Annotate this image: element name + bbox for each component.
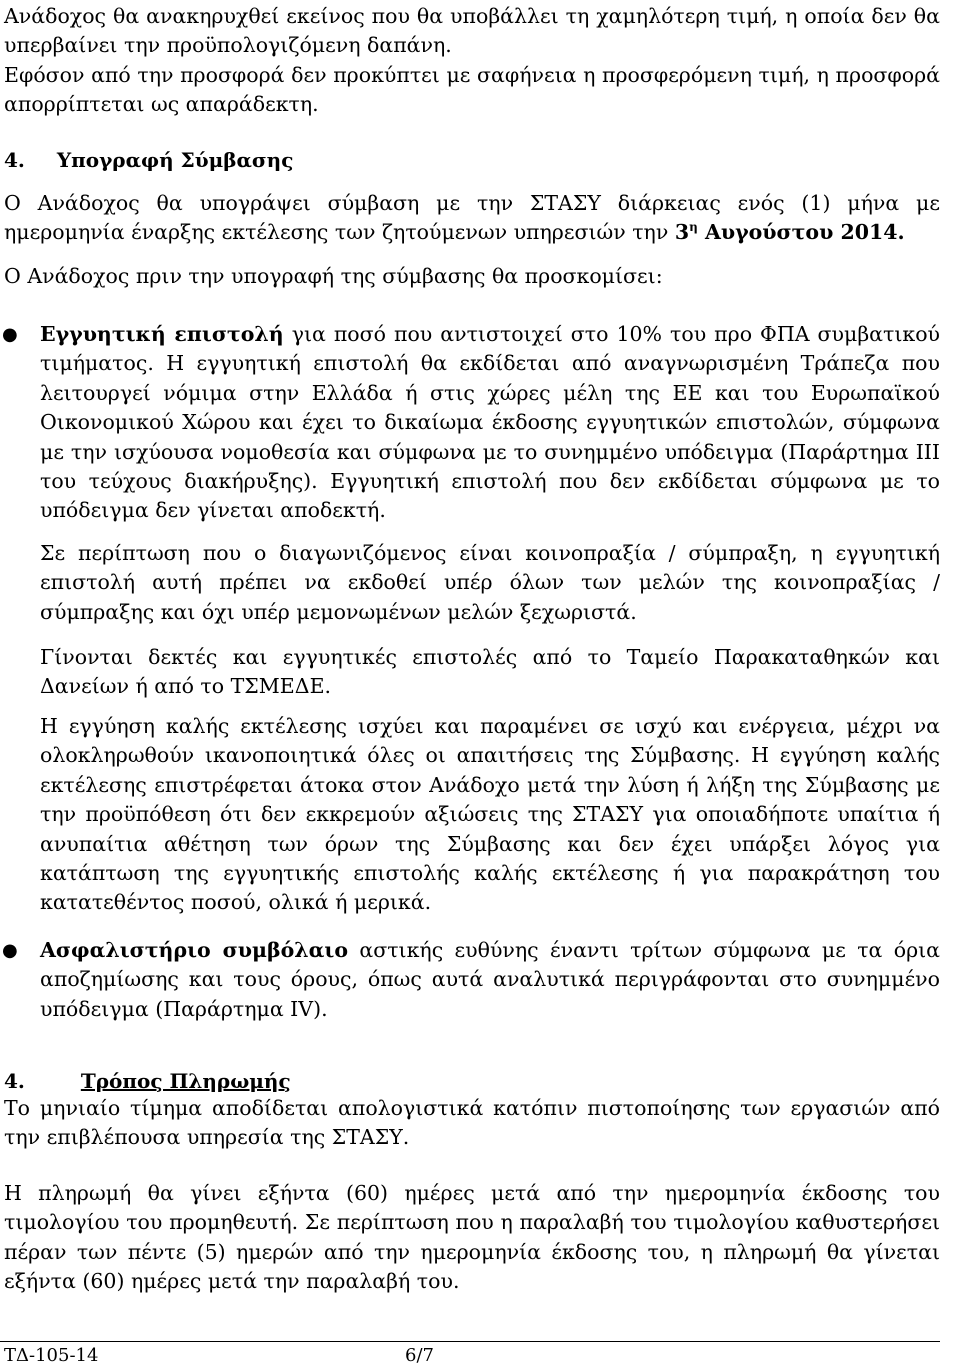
bullet-marker: ● [2, 940, 18, 961]
footer-divider [0, 1341, 940, 1342]
document-code: ΤΔ-105-14 [4, 1345, 99, 1366]
insurance-term: Ασφαλιστήριο συμβόλαιο [40, 938, 349, 962]
award-paragraph: Ανάδοχος θα ανακηρυχθεί εκείνος που θα υποβάλλει τη χαμηλότερη τιμή, η οποία δεν θα υπερβαίνει την προϋπολογιζόμενη δαπάνη. [4, 4, 940, 58]
guarantee-term: Εγγυητική επιστολή [40, 322, 284, 346]
accepted-guarantees-paragraph: Γίνονται δεκτές και εγγυητικές επιστολές από το Ταμείο Παρακαταθηκών και Δανείων ή από το ΤΣΜΕΔΕ. [40, 645, 940, 699]
rejection-paragraph: Εφόσον από την προσφορά δεν προκύπτει με σαφήνεια η προσφερόμενη τιμή, η προσφορά απορρίπτεται ως απαράδεκτη. [4, 63, 940, 117]
start-date: $3^\eta$ Αυγούστου 2014. [674, 220, 905, 245]
insurance-item [40, 936, 940, 1024]
contract-paragraph [4, 189, 940, 248]
joint-venture-paragraph: Σε περίπτωση που ο διαγωνιζόμενος είναι κοινοπραξία / σύμπραξη, η εγγυητική επιστολή αυτή πρέπει να εκδοθεί υπέρ όλων των μελών της κοινοπραξίας / σύμπραξης και όχι υπέρ μεμονωμένων μελών ξεχωριστά. [40, 541, 940, 624]
section-heading-contract [4, 145, 293, 175]
page-number: 6/7 [405, 1345, 434, 1366]
section-title: Υπογραφή Σύμβασης [56, 148, 294, 172]
bullet-marker: ● [2, 324, 18, 345]
section-title: Τρόπος Πληρωμής [80, 1069, 291, 1093]
lead-in-paragraph: Ο Ανάδοχος πριν την υπογραφή της σύμβασης θα προσκομίσει: [4, 264, 663, 288]
payment-paragraph-2: Η πληρωμή θα γίνει εξήντα (60) ημέρες μετά από την ημερομηνία έκδοσης του τιμολογίου του προμηθευτή. Σε περίπτωση που η παραλαβή του τιμολογίου καθυστερήσει πέραν των πέντε (5) ημερών από την ημερομηνία έκδοσης του, η πληρωμή θα γίνεται εξήντα (60) ημέρες μετά την παραλαβή του. [4, 1181, 940, 1294]
guarantee-validity-paragraph: Η εγγύηση καλής εκτέλεσης ισχύει και παραμένει σε ισχύ και ενέργεια, μέχρι να ολοκληρωθούν ικανοποιητικά όλες οι απαιτήσεις της Σύμβασης. Η εγγύηση καλής εκτέλεσης επιστρέφεται άτοκα στον Ανάδοχο μετά την λύση ή λήξη της Σύμβασης με την προϋπόθεση ότι δεν εκκρεμούν αξιώσεις της ΣΤΑΣΥ για οποιαδήποτε υπαίτια ή ανυπαίτια αθέτηση των όρων της Σύμβασης και δεν έχει υπάρξει λόγος για κατάπτωση της εγγυητικής επιστολής καλής εκτέλεσης ή για παρακράτηση του κατατεθέντος ποσού, ολικά ή μερικά. [40, 714, 940, 915]
guarantee-item [40, 320, 940, 526]
contract-text: Ο Ανάδοχος θα υπογράψει σύμβαση με την ΣΤΑΣΥ διάρκειας ενός (1) μήνα με ημερομηνία έναρξης εκτέλεσης των ζητούμενων υπηρεσιών την [4, 191, 940, 245]
guarantee-text: για ποσό που αντιστοιχεί στο 10% του προ ΦΠΑ συμβατικού τιμήματος. Η εγγυητική επιστολή θα εκδίδεται από αναγνωρισμένη Τράπεζα που λειτουργεί νόμιμα στην Ελλάδα ή στις χώρες μέλη της ΕΕ και του Ευρωπαϊκού Οικονομικού Χώρου και έχει το δικαίωμα έκδοσης εγγυητικών επιστολών, σύμφωνα με την ισχύουσα νομοθεσία και σύμφωνα με το συνημμένο υπόδειγμα (Παράρτημα ΙΙΙ του τεύχους διακήρυξης). Εγγυητική επιστολή που δεν εκδίδεται σύμφωνα με το υπόδειγμα δεν γίνεται αποδεκτή. [40, 322, 941, 523]
section-number: 4. [4, 1069, 25, 1093]
payment-paragraph-1: Το μηνιαίο τίμημα αποδίδεται απολογιστικά κατόπιν πιστοποίησης των εργασιών από την επιβλέπουσα υπηρεσία της ΣΤΑΣΥ. [4, 1096, 940, 1150]
section-heading-payment [4, 1066, 291, 1096]
section-number: 4. [4, 148, 25, 172]
insurance-text: αστικής ευθύνης έναντι τρίτων σύμφωνα με τα όρια αποζημίωσης και τους όρους, όπως αυτά αναλυτικά περιγράφονται στο συνημμένο υπόδειγμα (Παράρτημα ΙV). [40, 938, 941, 1021]
